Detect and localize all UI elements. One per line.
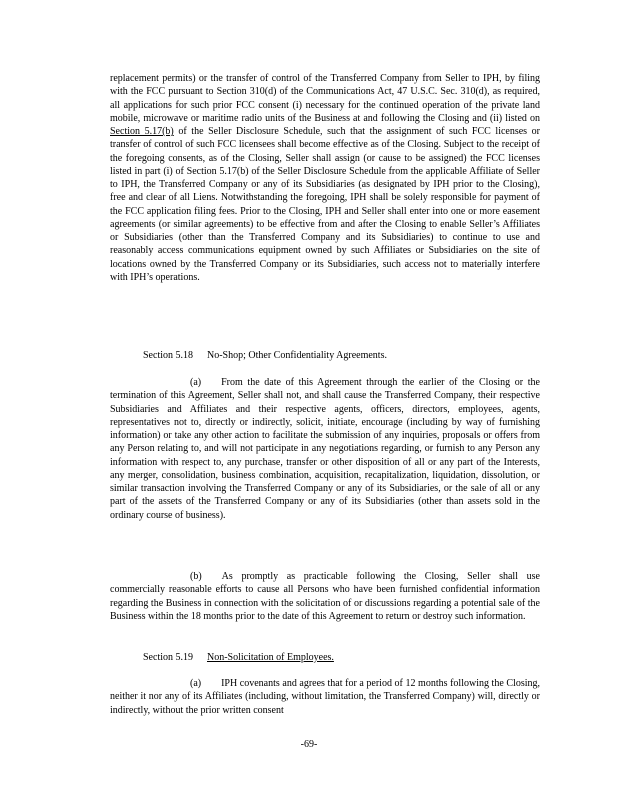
- section-label: Section 5.18: [143, 350, 193, 361]
- paragraph-text-start: replacement permits) or the transfer of control of the Transferred Company from Seller to IPH, by filing with the FCC pursuant to Section 310(d) of the Communications Act, 47 U.S.C. Sec. 310(d), as required, all applications for such prior FCC consent (i) necessary for the continued operation of the private land mobile, microwave or maritime radio units of the Business at and following the Closing and (ii) listed on: [110, 73, 540, 124]
- section-5-19-heading: [143, 652, 334, 663]
- paragraph-continued: [110, 72, 540, 284]
- section-title: Non-Solicitation of Employees.: [207, 652, 334, 663]
- page-number: -69-: [300, 739, 318, 750]
- section-5-18-heading: [143, 350, 387, 361]
- paragraph-a-text: (a) From the date of this Agreement through the earlier of the Closing or the termination of this Agreement, Seller shall not, and shall cause the Transferred Company, their respective Subsidiaries and Affiliates and their respective agents, officers, directors, employees, agents, representatives not to, directly or indirectly, solicit, initiate, encourage (including by way of furnishing information) or take any other action to facilitate the submission of any inquiries, proposals or offers from any Person relating to, and will not participate in any negotiations regarding, or furnish to any Person any information with respect to, any purchase, transfer or other disposition of all or any part of the Interests, any merger, consolidation, business combination, acquisition, recapitalization, liquidation, dissolution, or similar transaction involving the Transferred Company or any of its Subsidiaries, or the sale of all or any part of the assets of the Transferred Company or any of its Subsidiaries (other than assets sold in the ordinary course of business).: [110, 377, 540, 521]
- paragraph-text-end: of the Seller Disclosure Schedule, such that the assignment of such FCC licenses or transfer of control of such FCC licensees shall become effective as of the Closing. Subject to the receipt of the foregoing consents, as of the Closing, Seller shall assign (or cause to be assigned) the FCC licenses listed in part (i) of Section 5.17(b) of the Seller Disclosure Schedule from the applicable Affiliate of Seller to IPH, the Transferred Company or any of its Subsidiaries (as designated by IPH prior to the Closing), free and clear of all Liens. Notwithstanding the foregoing, IPH shall be solely responsible for payment of the FCC application filing fees. Prior to the Closing, IPH and Seller shall enter into one or more easement agreements (or similar agreements) to be effective from and after the Closing to enable Seller’s Affiliates or Subsidiaries (other than the Transferred Company and its Subsidiaries) to continue to use and reasonably access communications equipment owned by such Affiliates or Subsidiaries on the site of locations owned by the Transferred Company or its Subsidiaries, such access not to materially interfere with IPH’s operations.: [110, 126, 541, 283]
- section-title: No-Shop; Other Confidentiality Agreements.: [207, 350, 387, 361]
- paragraph-b-text: (b) As promptly as practicable following the Closing, Seller shall use commercially reasonable efforts to cause all Persons who have been furnished confidential information regarding the Business in connection with the solicitation of or discussions regarding a potential sale of the Business within the 18 months prior to the date of this Agreement to return or destroy such information.: [110, 571, 540, 622]
- section-reference-link: Section 5.17(b): [110, 126, 174, 137]
- paragraph-a-text: (a) IPH covenants and agrees that for a period of 12 months following the Closing, neither it nor any of its Affiliates (including, without limitation, the Transferred Company) will, directly or indirectly, without the prior written consent: [110, 678, 540, 716]
- section-5-18-paragraph-b: [110, 570, 540, 623]
- section-5-19-paragraph-a: [110, 677, 540, 717]
- section-label: Section 5.19: [143, 652, 193, 663]
- section-5-18-paragraph-a: [110, 376, 540, 522]
